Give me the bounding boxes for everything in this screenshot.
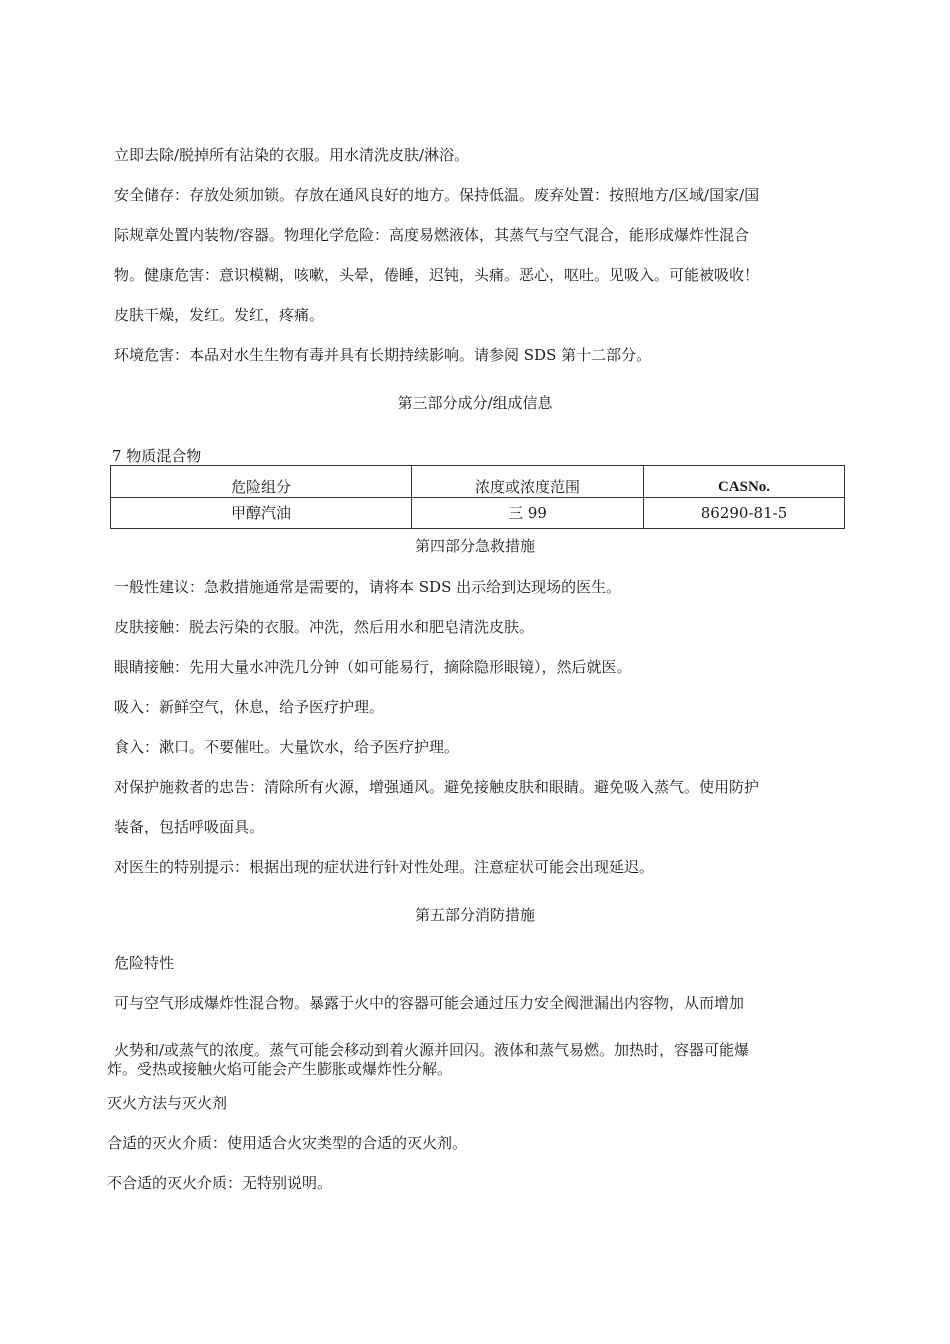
- header-component: 危险组分: [111, 466, 412, 498]
- suitable-media-text: 合适的灭火介质：使用适合火灾类型的合适的灭火剂。: [107, 1134, 468, 1152]
- hazard-text-line-2: 火势和/或蒸气的浓度。蒸气可能会移动到着火源并回闪。液体和蒸气易燃。加热时，容器可能爆: [114, 1041, 750, 1059]
- storage-text-line-3: 物。健康危害：意识模糊，咳嗽，头晕，倦睡，迟钝，头痛。恶心，呕吐。见吸入。可能被吸收！: [114, 266, 760, 284]
- storage-text-line-2: 际规章处置内装物/容器。物理化学危险：高度易燃液体，其蒸气与空气混合，能形成爆炸性混合: [114, 226, 750, 244]
- cell-component: 甲醇汽油: [111, 498, 412, 529]
- header-cas-no: CASNo.: [644, 466, 845, 498]
- extinguishing-methods-label: 灭火方法与灭火剂: [107, 1094, 228, 1112]
- table-header-row: [111, 466, 845, 498]
- hazard-properties-label: 危险特性: [114, 954, 175, 972]
- hazard-text-line-3: 炸。受热或接触火焰可能会产生膨胀或爆炸性分解。: [107, 1060, 453, 1078]
- hazard-text-line-1: 可与空气形成爆炸性混合物。暴露于火中的容器可能会通过压力安全阀泄漏出内容物，从而增加: [114, 994, 745, 1012]
- storage-text-line-4: 皮肤干燥，发红。发红，疼痛。: [114, 306, 325, 324]
- doctor-note-text: 对医生的特别提示：根据出现的症状进行针对性处理。注意症状可能会出现延迟。: [114, 858, 655, 876]
- eye-contact-text: 眼睛接触：先用大量水冲洗几分钟（如可能易行，摘除隐形眼镜），然后就医。: [114, 658, 632, 676]
- composition-table: [110, 465, 845, 529]
- rescuer-advice-line-2: 装备，包括呼吸面具。: [114, 818, 265, 836]
- cell-concentration: 三 99: [412, 498, 644, 529]
- inhalation-text: 吸入：新鲜空气，休息，给予医疗护理。: [114, 698, 385, 716]
- ingestion-text: 食入：漱口。不要催吐。大量饮水，给予医疗护理。: [114, 738, 460, 756]
- section-3-title: 第三部分成分/组成信息: [397, 394, 553, 412]
- cell-cas-no: 86290-81-5: [644, 498, 845, 529]
- general-advice-text: 一般性建议：急救措施通常是需要的，请将本 SDS 出示给到达现场的医生。: [114, 578, 622, 596]
- unsuitable-media-text: 不合适的灭火介质：无特别说明。: [107, 1174, 333, 1192]
- rescuer-advice-line-1: 对保护施救者的忠告：清除所有火源，增强通风。避免接触皮肤和眼睛。避免吸入蒸气。使用防护: [114, 778, 760, 796]
- mixture-label: 7 物质混合物: [112, 447, 202, 465]
- section-4-title: 第四部分急救措施: [414, 537, 535, 555]
- header-concentration: 浓度或浓度范围: [412, 466, 644, 498]
- storage-text-line-1: 安全储存：存放处须加锁。存放在通风良好的地方。保持低温。废弃处置：按照地方/区域/国家/国: [114, 186, 760, 204]
- table-row: [111, 498, 845, 529]
- remove-clothing-text: 立即去除/脱掉所有沾染的衣服。用水清洗皮肤/淋浴。: [114, 146, 470, 164]
- environment-hazard-text: 环境危害：本品对水生生物有毒并具有长期持续影响。请参阅 SDS 第十二部分。: [114, 346, 652, 364]
- section-5-title: 第五部分消防措施: [414, 906, 535, 924]
- skin-contact-text: 皮肤接触：脱去污染的衣服。冲洗，然后用水和肥皂清洗皮肤。: [114, 618, 535, 636]
